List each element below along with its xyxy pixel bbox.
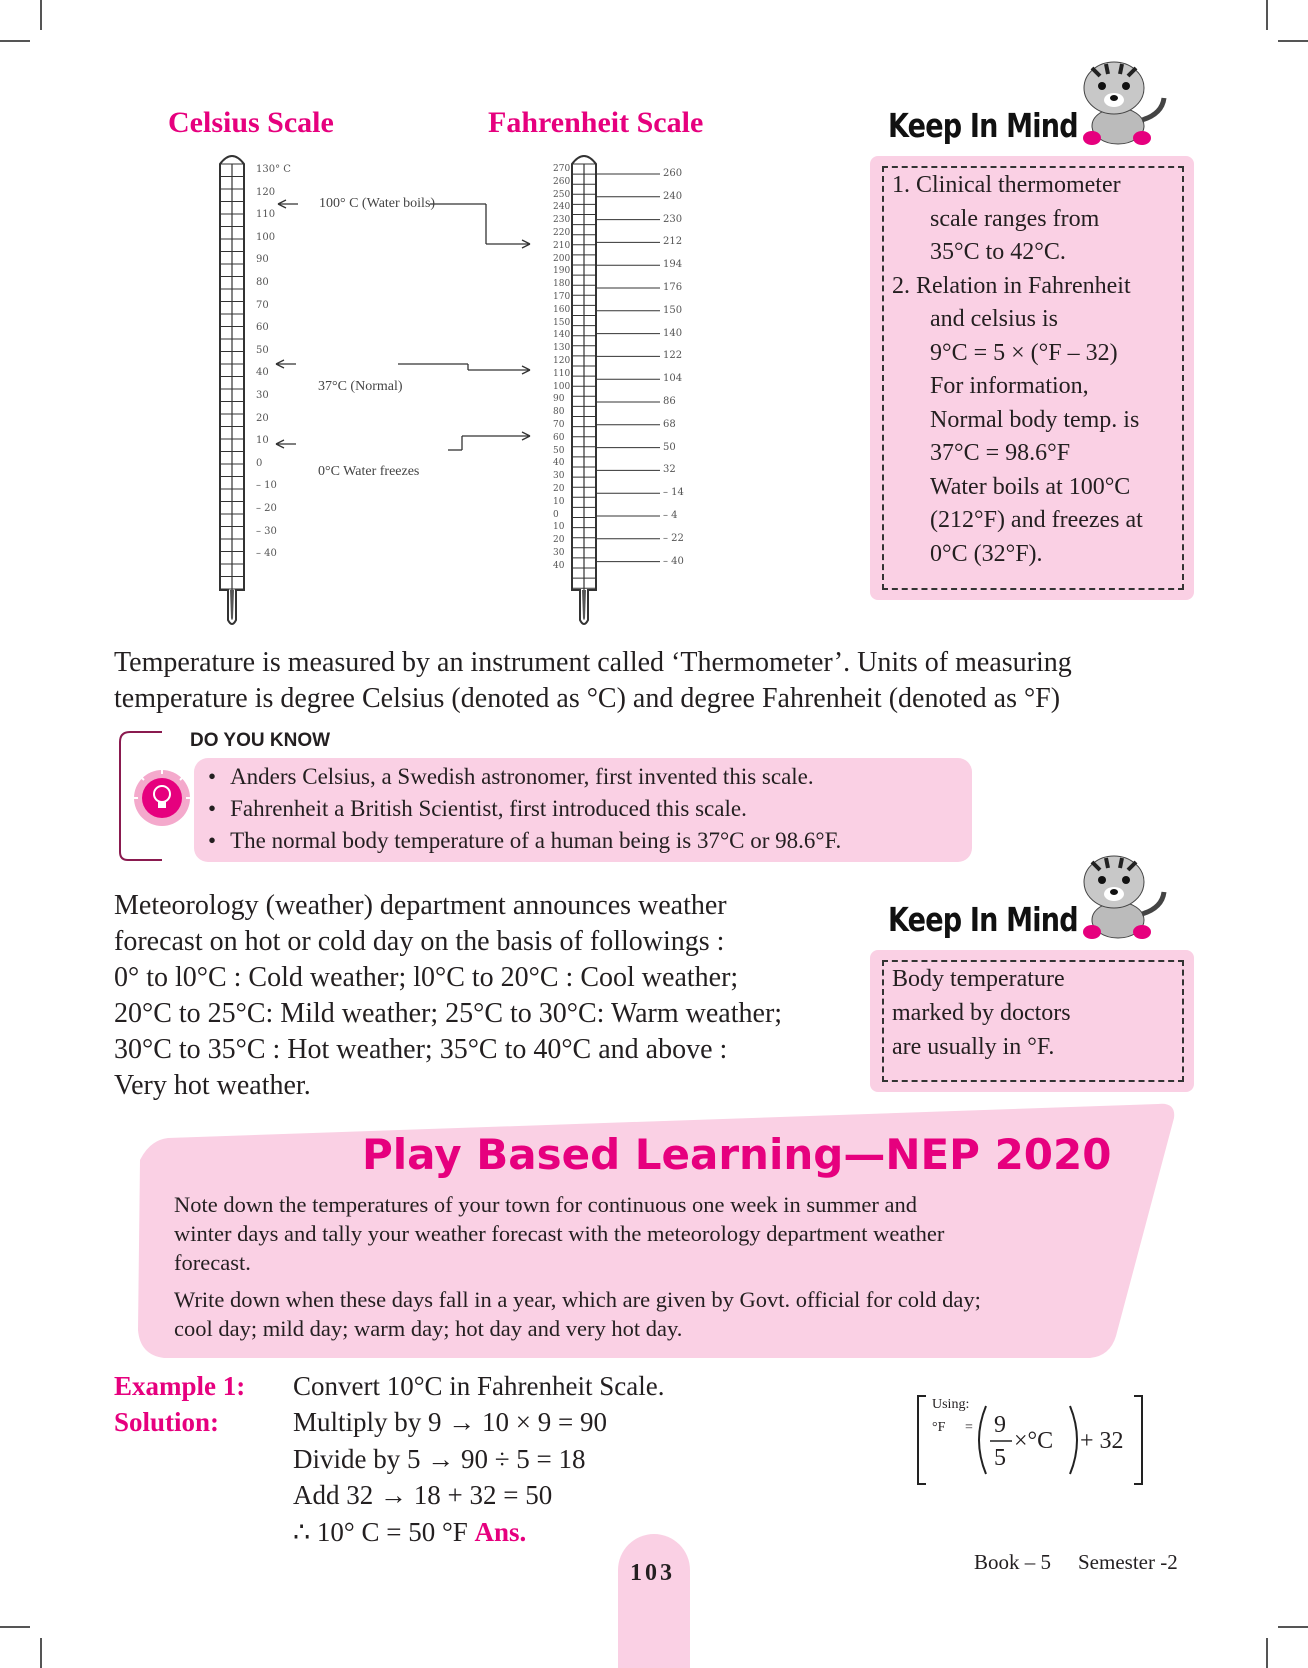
formula-lhs: °F (932, 1420, 946, 1435)
answer-text: ∴ 10° C = 50 °F (293, 1517, 468, 1547)
fahrenheit-left-tick-label: 250 (553, 189, 571, 200)
keep-in-mind-line: and celsius is (930, 306, 1058, 332)
celsius-tick-label: – 10 (256, 480, 277, 492)
celsius-tick-label: 0 (256, 457, 263, 469)
fahrenheit-right-tick-label: 230 (663, 213, 683, 225)
crop-mark (0, 40, 30, 42)
fahrenheit-left-tick-label: 150 (553, 317, 571, 328)
celsius-tick-label: – 30 (256, 525, 277, 537)
arrow-label-normal: 37°C (Normal) (318, 379, 403, 394)
tiger-mascot-icon (1078, 54, 1168, 146)
celsius-thermometer (220, 156, 244, 624)
keep-in-mind-box (870, 156, 1194, 600)
play-based-line: forecast. (174, 1250, 251, 1275)
keep-in-mind-line: marked by doctors (892, 1000, 1071, 1026)
fahrenheit-left-tick-label: 230 (553, 215, 571, 226)
fahrenheit-right-tick-label: 240 (663, 190, 683, 202)
fahrenheit-right-tick-label: 122 (663, 350, 683, 362)
fahrenheit-right-tick-label: 150 (663, 304, 683, 316)
arrow-water-freezes (276, 432, 530, 450)
fahrenheit-left-tick-label: 110 (553, 368, 571, 379)
fahrenheit-right-tick-label: 68 (663, 418, 676, 430)
meteorology-line: forecast on hot or cold day on the basis of followings : (114, 926, 725, 957)
intro-line-2: temperature is degree Celsius (denoted as °C) and degree Fahrenheit (denoted as °F) (114, 683, 1061, 714)
fahrenheit-left-tick-label: 30 (553, 471, 565, 482)
fahrenheit-left-tick-label: 30 (553, 548, 565, 558)
formula-using: Using: (932, 1397, 970, 1412)
meteorology-line: 20°C to 25°C: Mild weather; 25°C to 30°C: Warm weather; (114, 998, 783, 1029)
fahrenheit-right-tick-label: 194 (663, 259, 683, 271)
crop-mark (1266, 1638, 1268, 1668)
fahrenheit-left-tick-label: 270 (553, 164, 571, 174)
play-based-title: Play Based Learning—NEP 2020 (362, 1130, 1112, 1179)
do-you-know-box (194, 758, 972, 862)
celsius-tick-label: – 40 (256, 548, 277, 560)
play-based-line: Note down the temperatures of your town for continuous one week in summer and (174, 1192, 917, 1217)
do-you-know-item (208, 796, 747, 822)
meteorology-line: 0° to l0°C : Cold weather; l0°C to 20°C : Cool weather; (114, 962, 739, 993)
fahrenheit-right-tick-label: – 22 (663, 532, 684, 544)
crop-mark (1278, 1626, 1308, 1628)
do-you-know-item-text: Anders Celsius, a Swedish astronomer, first invented this scale. (230, 764, 814, 789)
fahrenheit-left-tick-label: 60 (553, 432, 565, 443)
celsius-tick-label: 130° C (256, 164, 291, 175)
keep-in-mind-line: Body temperature (892, 966, 1065, 992)
fahrenheit-left-tick-label: 130 (553, 343, 571, 354)
play-based-line: cool day; mild day; warm day; hot day and very hot day. (174, 1316, 683, 1341)
meteorology-line: Meteorology (weather) department announces weather (114, 890, 727, 921)
crop-mark (1266, 0, 1268, 30)
fahrenheit-thermometer (572, 156, 660, 624)
keep-in-mind-line: For information, (930, 373, 1089, 399)
meteorology-line: Very hot weather. (114, 1070, 311, 1101)
fahrenheit-left-tick-label: 0 (553, 509, 559, 520)
fahrenheit-left-tick-label: 190 (553, 266, 571, 277)
fahrenheit-left-tick-label: 170 (553, 292, 571, 302)
fahrenheit-right-tick-label: 104 (663, 373, 683, 385)
keep-in-mind-line: (212°F) and freezes at (930, 507, 1143, 533)
solution-answer (293, 1517, 526, 1548)
fahrenheit-left-tick-label: 210 (553, 240, 571, 251)
formula-denominator: 5 (994, 1445, 1006, 1471)
tiger-mascot-icon (1078, 848, 1168, 940)
fahrenheit-left-tick-label: 90 (553, 394, 565, 405)
fahrenheit-right-tick-label: 260 (663, 168, 683, 179)
fahrenheit-left-tick-label: 260 (553, 176, 571, 187)
fahrenheit-scale-title: Fahrenheit Scale (488, 106, 704, 139)
celsius-tick-label: 110 (256, 209, 276, 221)
fahrenheit-left-tick-label: 240 (553, 202, 571, 213)
fahrenheit-left-tick-label: 10 (553, 522, 565, 533)
celsius-tick-label: – 20 (256, 503, 277, 514)
fahrenheit-left-tick-label: 120 (553, 356, 571, 366)
fahrenheit-left-tick-label: 70 (553, 420, 565, 430)
bullet-icon: • (208, 828, 217, 853)
celsius-tick-label: 20 (256, 412, 269, 424)
do-you-know-item-text: Fahrenheit a British Scientist, first introduced this scale. (230, 796, 747, 821)
page-number: 103 (630, 1560, 675, 1586)
fahrenheit-right-tick-label: – 14 (663, 487, 684, 499)
fahrenheit-left-tick-label: 100 (553, 381, 571, 392)
fahrenheit-right-tick-label: – 4 (663, 510, 678, 521)
fahrenheit-left-tick-label: 40 (553, 560, 565, 571)
solution-step: Divide by 5 → 90 ÷ 5 = 18 (293, 1443, 586, 1474)
bullet-icon: • (208, 764, 217, 789)
keep-in-mind-line: are usually in °F. (892, 1034, 1055, 1060)
keep-in-mind-title-2: Keep In Mind (888, 900, 1078, 939)
fahrenheit-right-tick-label: 32 (663, 464, 676, 476)
do-you-know-item (208, 764, 814, 790)
fahrenheit-left-tick-label: 140 (553, 330, 571, 341)
fahrenheit-left-tick-label: 180 (553, 279, 571, 290)
celsius-tick-label: 70 (256, 299, 269, 311)
formula-times-c: ×°C (1014, 1428, 1054, 1454)
do-you-know-item (208, 828, 841, 854)
semester-label: Semester -2 (1078, 1550, 1178, 1574)
keep-in-mind-line: 1. Clinical thermometer (892, 172, 1121, 198)
celsius-tick-label: 10 (256, 435, 269, 447)
celsius-tick-label: 80 (256, 277, 269, 288)
crop-mark (40, 1638, 42, 1668)
solution-step: Add 32 → 18 + 32 = 50 (293, 1480, 553, 1510)
keep-in-mind-line: 37°C = 98.6°F (930, 440, 1071, 466)
celsius-tick-label: 30 (256, 390, 269, 401)
keep-in-mind-box-2 (870, 950, 1194, 1092)
keep-in-mind-line: Normal body temp. is (930, 406, 1140, 433)
intro-line-1: Temperature is measured by an instrument called ‘Thermometer’. Units of measuring (114, 647, 1072, 678)
meteorology-line: 30°C to 35°C : Hot weather; 35°C to 40°C and above : (114, 1034, 728, 1065)
bullet-icon: • (208, 796, 217, 821)
arrow-label-water-boils: 100° C (Water boils) (319, 196, 436, 211)
fahrenheit-right-tick-label: 212 (663, 236, 683, 248)
fahrenheit-left-tick-label: 10 (553, 496, 565, 507)
fahrenheit-left-tick-label: 160 (553, 304, 571, 315)
keep-in-mind-title: Keep In Mind (888, 106, 1078, 145)
fahrenheit-right-tick-label: 176 (663, 282, 683, 293)
fahrenheit-left-tick-label: 80 (553, 407, 565, 418)
solution-label: Solution: (114, 1407, 220, 1437)
celsius-tick-label: 40 (256, 367, 269, 379)
fahrenheit-left-tick-label: 200 (553, 253, 571, 264)
celsius-tick-label: 60 (256, 322, 269, 334)
arrow-label-water-freezes: 0°C Water freezes (318, 464, 420, 479)
formula-numerator: 9 (994, 1412, 1006, 1438)
example-question: Convert 10°C in Fahrenheit Scale. (293, 1371, 665, 1401)
keep-in-mind-line: 35°C to 42°C. (930, 239, 1066, 265)
keep-in-mind-line: Water boils at 100°C (930, 473, 1131, 500)
fahrenheit-right-tick-label: 50 (663, 441, 676, 453)
fahrenheit-left-tick-label: 20 (553, 535, 565, 546)
keep-in-mind-line: 2. Relation in Fahrenheit (892, 272, 1131, 299)
crop-mark (1278, 40, 1308, 42)
example-label: Example 1: (114, 1371, 246, 1401)
lightbulb-icon (132, 768, 192, 828)
crop-mark (40, 0, 42, 30)
formula-box (916, 1394, 1144, 1486)
celsius-tick-label: 90 (256, 254, 269, 266)
do-you-know-title: DO YOU KNOW (190, 730, 331, 751)
solution-step: Multiply by 9 → 10 × 9 = 90 (293, 1407, 607, 1437)
fahrenheit-right-tick-label: – 40 (663, 555, 684, 567)
fahrenheit-left-tick-label: 40 (553, 458, 565, 469)
answer-suffix: Ans. (474, 1517, 527, 1547)
keep-in-mind-line: 0°C (32°F). (930, 540, 1043, 567)
page-number-tab (618, 1534, 690, 1668)
formula-eq: = (965, 1420, 973, 1435)
celsius-tick-label: 120 (256, 186, 276, 198)
formula-plus-32: + 32 (1080, 1428, 1124, 1454)
do-you-know-item-text: The normal body temperature of a human being is 37°C or 98.6°F. (230, 828, 842, 853)
keep-in-mind-line: scale ranges from (930, 205, 1100, 232)
celsius-scale-title: Celsius Scale (168, 106, 334, 139)
play-based-line: winter days and tally your weather forecast with the meteorology department weather (174, 1221, 945, 1246)
fahrenheit-right-tick-label: 86 (663, 396, 676, 407)
fahrenheit-left-tick-label: 220 (553, 228, 571, 238)
keep-in-mind-line: 9°C = 5 × (°F – 32) (930, 339, 1118, 366)
celsius-tick-label: 100 (256, 231, 276, 243)
crop-mark (0, 1626, 30, 1628)
fahrenheit-left-tick-label: 20 (553, 484, 565, 494)
play-based-line: Write down when these days fall in a year, which are given by Govt. official for cold day; (174, 1287, 981, 1312)
fahrenheit-left-tick-label: 50 (553, 445, 565, 456)
fahrenheit-right-tick-label: 140 (663, 327, 683, 339)
arrow-normal (276, 360, 530, 374)
book-label: Book – 5 (974, 1550, 1052, 1574)
celsius-tick-label: 50 (256, 344, 269, 356)
